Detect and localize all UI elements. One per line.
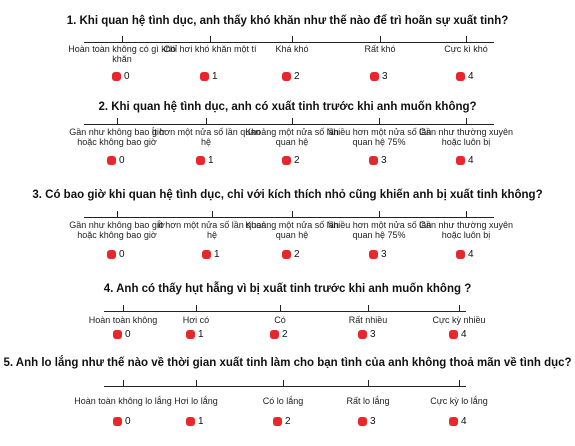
red-marker-icon xyxy=(369,250,378,259)
option-label: Khá khó xyxy=(275,44,309,54)
option-label: Ít hơn một nửa số lần quan hệ xyxy=(151,127,261,147)
option-score: 0 xyxy=(125,415,131,427)
option-score: 3 xyxy=(381,248,387,260)
option-score: 1 xyxy=(198,415,204,427)
option-score: 4 xyxy=(461,328,467,340)
scale-tick xyxy=(280,305,281,312)
option-choice[interactable] xyxy=(358,415,376,427)
question-2 xyxy=(0,100,575,187)
option-choice[interactable] xyxy=(196,154,214,166)
option-choice[interactable] xyxy=(270,328,288,340)
red-marker-icon xyxy=(282,250,291,259)
option-choice[interactable] xyxy=(113,328,131,340)
option-label: Rất khó xyxy=(364,44,396,54)
red-marker-icon xyxy=(202,250,211,259)
option-choice[interactable] xyxy=(273,415,291,427)
option-label: Gần như thường xuyên hoặc luôn bị xyxy=(418,127,513,147)
scale-tick xyxy=(466,211,467,218)
option-label: Có lo lắng xyxy=(262,396,304,406)
scale-tick xyxy=(292,36,293,43)
option-score: 2 xyxy=(294,70,300,82)
red-marker-icon xyxy=(200,72,209,81)
option-label: Cực kì khó xyxy=(444,44,488,54)
red-marker-icon xyxy=(186,417,195,426)
rating-scale-line xyxy=(84,124,494,125)
red-marker-icon xyxy=(196,156,205,165)
option-score: 4 xyxy=(461,415,467,427)
red-marker-icon xyxy=(113,417,122,426)
question-5 xyxy=(0,356,575,443)
question-title: 3. Có bao giờ khi quan hệ tình dục, chỉ với kích thích nhỏ cũng khiến anh bị xuất tinh không? xyxy=(32,189,543,201)
option-choice[interactable] xyxy=(370,70,388,82)
option-label: Hoàn toàn không có gì khó khăn xyxy=(68,44,176,64)
question-1 xyxy=(0,14,575,101)
option-score: 3 xyxy=(370,328,376,340)
option-label: Khoảng một nửa số lần quan hệ xyxy=(245,127,339,147)
scale-tick xyxy=(292,118,293,125)
option-score: 1 xyxy=(208,154,214,166)
scale-tick xyxy=(380,36,381,43)
question-title: 5. Anh lo lắng như thế nào về thời gian xuất tinh làm cho bạn tình của anh không thoả mãn về tình dục? xyxy=(3,357,572,369)
scale-tick xyxy=(379,211,380,218)
option-label: Hơi lo lắng xyxy=(174,396,218,406)
red-marker-icon xyxy=(358,330,367,339)
option-choice[interactable] xyxy=(282,248,300,260)
red-marker-icon xyxy=(456,250,465,259)
scale-tick xyxy=(283,380,284,387)
option-choice[interactable] xyxy=(456,248,474,260)
option-choice[interactable] xyxy=(369,154,387,166)
option-score: 2 xyxy=(282,328,288,340)
option-label: Gần như không bao giờ hoặc không bao giờ xyxy=(69,127,165,147)
option-label: Hoàn toàn không xyxy=(88,315,158,325)
option-choice[interactable] xyxy=(449,415,467,427)
option-score: 2 xyxy=(285,415,291,427)
scale-tick xyxy=(196,380,197,387)
option-choice[interactable] xyxy=(449,328,467,340)
option-label: Nhiều hơn một nửa số lần quan hệ 75% xyxy=(326,220,432,240)
question-3 xyxy=(0,188,575,275)
option-choice[interactable] xyxy=(200,70,218,82)
scale-tick xyxy=(117,118,118,125)
scale-tick xyxy=(368,380,369,387)
red-marker-icon xyxy=(282,156,291,165)
scale-tick xyxy=(210,36,211,43)
red-marker-icon xyxy=(449,417,458,426)
option-label: Cực kỳ nhiều xyxy=(432,315,486,325)
option-choice[interactable] xyxy=(107,154,125,166)
option-choice[interactable] xyxy=(202,248,220,260)
option-score: 0 xyxy=(124,70,130,82)
question-title: 4. Anh có thấy hụt hẫng vì bị xuất tinh trước khi anh muốn không ? xyxy=(103,283,472,295)
option-choice[interactable] xyxy=(456,70,474,82)
scale-tick xyxy=(459,380,460,387)
scale-tick xyxy=(379,118,380,125)
scale-tick xyxy=(466,118,467,125)
option-choice[interactable] xyxy=(369,248,387,260)
option-choice[interactable] xyxy=(186,415,204,427)
option-score: 2 xyxy=(294,248,300,260)
red-marker-icon xyxy=(107,250,116,259)
scale-tick xyxy=(123,380,124,387)
rating-scale-line xyxy=(104,311,466,312)
option-score: 2 xyxy=(294,154,300,166)
option-choice[interactable] xyxy=(186,328,204,340)
option-label: Ít hơn một nửa số lần quan hệ xyxy=(157,220,267,240)
red-marker-icon xyxy=(456,72,465,81)
scale-tick xyxy=(368,305,369,312)
option-choice[interactable] xyxy=(282,154,300,166)
option-label: Rất lo lắng xyxy=(346,396,390,406)
option-choice[interactable] xyxy=(456,154,474,166)
option-score: 3 xyxy=(382,70,388,82)
scale-tick xyxy=(459,305,460,312)
option-label: Có xyxy=(274,315,286,325)
option-score: 0 xyxy=(119,154,125,166)
red-marker-icon xyxy=(112,72,121,81)
scale-tick xyxy=(196,305,197,312)
option-label: Hơi có xyxy=(182,315,210,325)
option-label: Rất nhiều xyxy=(348,315,388,325)
red-marker-icon xyxy=(113,330,122,339)
red-marker-icon xyxy=(273,417,282,426)
option-score: 1 xyxy=(212,70,218,82)
option-choice[interactable] xyxy=(107,248,125,260)
scale-tick xyxy=(122,36,123,43)
option-score: 3 xyxy=(370,415,376,427)
option-label: Gần như không bao giờ hoặc không bao giờ xyxy=(69,220,165,240)
option-label: Chỉ hơi khó khăn một tí xyxy=(163,44,257,54)
red-marker-icon xyxy=(270,330,279,339)
red-marker-icon xyxy=(107,156,116,165)
option-score: 4 xyxy=(468,154,474,166)
option-label: Khoảng một nửa số lần quan hệ xyxy=(245,220,339,240)
option-choice[interactable] xyxy=(112,70,130,82)
scale-tick xyxy=(123,305,124,312)
red-marker-icon xyxy=(456,156,465,165)
option-choice[interactable] xyxy=(113,415,131,427)
red-marker-icon xyxy=(186,330,195,339)
rating-scale-line xyxy=(84,217,494,218)
option-score: 0 xyxy=(125,328,131,340)
option-score: 0 xyxy=(119,248,125,260)
scale-tick xyxy=(466,36,467,43)
question-title: 1. Khi quan hệ tình dục, anh thấy khó khăn như thế nào để trì hoãn sự xuất tinh? xyxy=(66,15,509,27)
rating-scale-line xyxy=(84,42,494,43)
scale-tick xyxy=(212,211,213,218)
option-label: Cực kỳ lo lắng xyxy=(430,396,488,406)
question-title: 2. Khi quan hệ tình dục, anh có xuất tinh trước khi anh muốn không? xyxy=(98,101,477,113)
option-score: 1 xyxy=(198,328,204,340)
red-marker-icon xyxy=(282,72,291,81)
option-score: 4 xyxy=(468,248,474,260)
option-score: 1 xyxy=(214,248,220,260)
scale-tick xyxy=(292,211,293,218)
option-choice[interactable] xyxy=(358,328,376,340)
option-label: Nhiều hơn một nửa số lần quan hệ 75% xyxy=(326,127,432,147)
scale-tick xyxy=(206,118,207,125)
option-score: 4 xyxy=(468,70,474,82)
option-score: 3 xyxy=(381,154,387,166)
rating-scale-line xyxy=(104,386,466,387)
red-marker-icon xyxy=(369,156,378,165)
red-marker-icon xyxy=(449,330,458,339)
scale-tick xyxy=(117,211,118,218)
red-marker-icon xyxy=(370,72,379,81)
option-label: Gần như thường xuyên hoặc luôn bị xyxy=(418,220,513,240)
option-choice[interactable] xyxy=(282,70,300,82)
red-marker-icon xyxy=(358,417,367,426)
option-label: Hoàn toàn không lo lắng xyxy=(74,396,172,406)
